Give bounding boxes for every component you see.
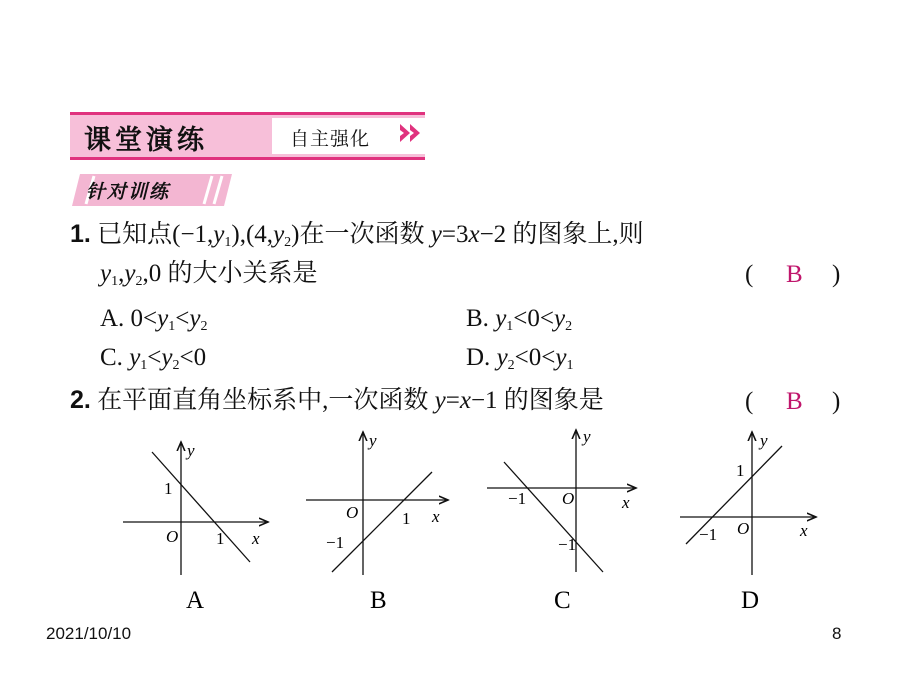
option-c-v2: y xyxy=(161,344,173,371)
option-d-v1: y xyxy=(496,344,508,371)
graph-a-tick-x: 1 xyxy=(216,529,225,548)
page-number: 8 xyxy=(832,624,842,643)
q1-eq-y: y xyxy=(430,221,442,248)
q1-line2-sep: , xyxy=(118,260,125,287)
q2-eq-eq: = xyxy=(445,387,460,414)
graph-d-y-label: y xyxy=(760,431,768,450)
graph-b-tick-y: −1 xyxy=(326,533,345,552)
q1-option-c[interactable] xyxy=(100,345,206,373)
graph-a[interactable] xyxy=(123,441,268,614)
question-1-line-2 xyxy=(100,261,317,289)
graph-b-line xyxy=(332,472,432,572)
header-subtitle: 自主强化 xyxy=(290,128,371,150)
graph-a-tick-y: 1 xyxy=(164,479,173,498)
option-b-s2: 2 xyxy=(565,319,573,334)
q2-answer-paren-close: ) xyxy=(832,388,841,415)
option-b-v2: y xyxy=(554,305,566,332)
option-a-v1: y xyxy=(157,305,169,332)
q1-line2-y1: y xyxy=(100,260,112,287)
graph-c-origin: O xyxy=(562,489,575,508)
q1-option-a[interactable] xyxy=(100,306,207,334)
q1-option-b[interactable] xyxy=(466,306,572,334)
q1-point1-y-sub: 1 xyxy=(224,235,232,250)
option-c-s1: 1 xyxy=(140,358,148,373)
option-a-label: A. 0< xyxy=(100,305,158,332)
q1-answer: B xyxy=(786,261,803,288)
option-a-v2: y xyxy=(189,305,201,332)
graph-c-tick-y: −1 xyxy=(558,535,577,554)
q2-eq-y: y xyxy=(434,387,446,414)
graph-b-x-label: x xyxy=(432,507,440,526)
option-d-s2: 1 xyxy=(566,358,574,373)
q1-mid2: )在一次函数 xyxy=(291,221,425,248)
graph-c[interactable] xyxy=(487,427,636,614)
question-2-line xyxy=(70,388,604,413)
q1-point1-y: y xyxy=(213,221,225,248)
double-chevron-right-icon xyxy=(398,120,428,152)
q2-eq-rest: −1 的图象是 xyxy=(470,387,604,414)
graph-d[interactable] xyxy=(680,431,816,614)
graph-d-origin: O xyxy=(737,519,750,538)
q1-point1-x: −1, xyxy=(180,221,214,248)
q1-point2-y-sub: 2 xyxy=(284,235,292,250)
graph-d-caption: D xyxy=(741,587,760,614)
graph-b-origin: O xyxy=(346,503,359,522)
header-title: 课堂演练 xyxy=(84,125,208,156)
option-d-s1: 2 xyxy=(507,358,515,373)
q1-answer-paren-close: ) xyxy=(832,261,841,288)
option-d-mid: <0< xyxy=(514,344,556,371)
option-d-label: D. xyxy=(466,344,497,371)
graphs-area xyxy=(0,420,900,620)
q1-mid1: ),(4, xyxy=(231,221,274,248)
q1-eq-rest1: =3 xyxy=(441,221,469,248)
graph-b-tick-x: 1 xyxy=(402,509,411,528)
section-tag: 针对训练 xyxy=(86,181,171,203)
option-b-s1: 1 xyxy=(506,319,514,334)
q1-line2-y2: y xyxy=(124,260,136,287)
q1-option-d[interactable] xyxy=(466,345,573,373)
q2-eq-x: x xyxy=(459,387,471,414)
option-d-v2: y xyxy=(555,344,567,371)
q2-answer: B xyxy=(786,388,803,415)
q1-answer-paren-open: ( xyxy=(745,261,754,288)
footer-date: 2021/10/10 xyxy=(46,624,132,643)
graph-b[interactable] xyxy=(306,431,448,614)
q1-line2-rest: ,0 的大小关系是 xyxy=(142,260,318,287)
graph-a-y-label: y xyxy=(187,441,195,460)
q1-line2-y2-sub: 2 xyxy=(135,274,143,289)
option-b-v1: y xyxy=(495,305,507,332)
graph-c-caption: C xyxy=(554,587,571,614)
graph-d-tick-x: −1 xyxy=(699,525,718,544)
option-c-s2: 2 xyxy=(172,358,180,373)
option-c-tail: <0 xyxy=(179,344,207,371)
option-a-mid: < xyxy=(175,305,190,332)
q1-text: 已知点( xyxy=(97,221,181,248)
q1-eq-rest2: −2 的图象上,则 xyxy=(479,221,644,248)
option-b-label: B. xyxy=(466,305,496,332)
option-b-mid: <0< xyxy=(513,305,554,332)
graph-d-x-label: x xyxy=(800,521,808,540)
option-c-v1: y xyxy=(129,344,141,371)
q2-text: 在平面直角坐标系中,一次函数 xyxy=(97,387,429,414)
q1-point2-y: y xyxy=(273,221,285,248)
graph-b-y-label: y xyxy=(369,431,377,450)
q1-eq-x: x xyxy=(468,221,480,248)
graph-d-tick-y: 1 xyxy=(736,461,745,480)
graph-c-line xyxy=(504,462,603,572)
graph-c-y-label: y xyxy=(583,427,591,446)
graph-c-tick-x: −1 xyxy=(508,489,527,508)
question-2-number: 2. xyxy=(70,386,91,414)
graph-a-origin: O xyxy=(166,527,179,546)
graph-a-x-label: x xyxy=(252,529,260,548)
q2-answer-paren-open: ( xyxy=(745,388,754,415)
graph-b-caption: B xyxy=(370,587,387,614)
option-c-label: C. xyxy=(100,344,130,371)
option-c-mid: < xyxy=(147,344,162,371)
graph-a-caption: A xyxy=(186,587,205,614)
question-1-line-1 xyxy=(70,222,644,250)
question-1-number: 1. xyxy=(70,220,91,248)
option-a-s1: 1 xyxy=(168,319,176,334)
graph-c-x-label: x xyxy=(622,493,630,512)
option-a-s2: 2 xyxy=(200,319,208,334)
q1-line2-y1-sub: 1 xyxy=(111,274,119,289)
